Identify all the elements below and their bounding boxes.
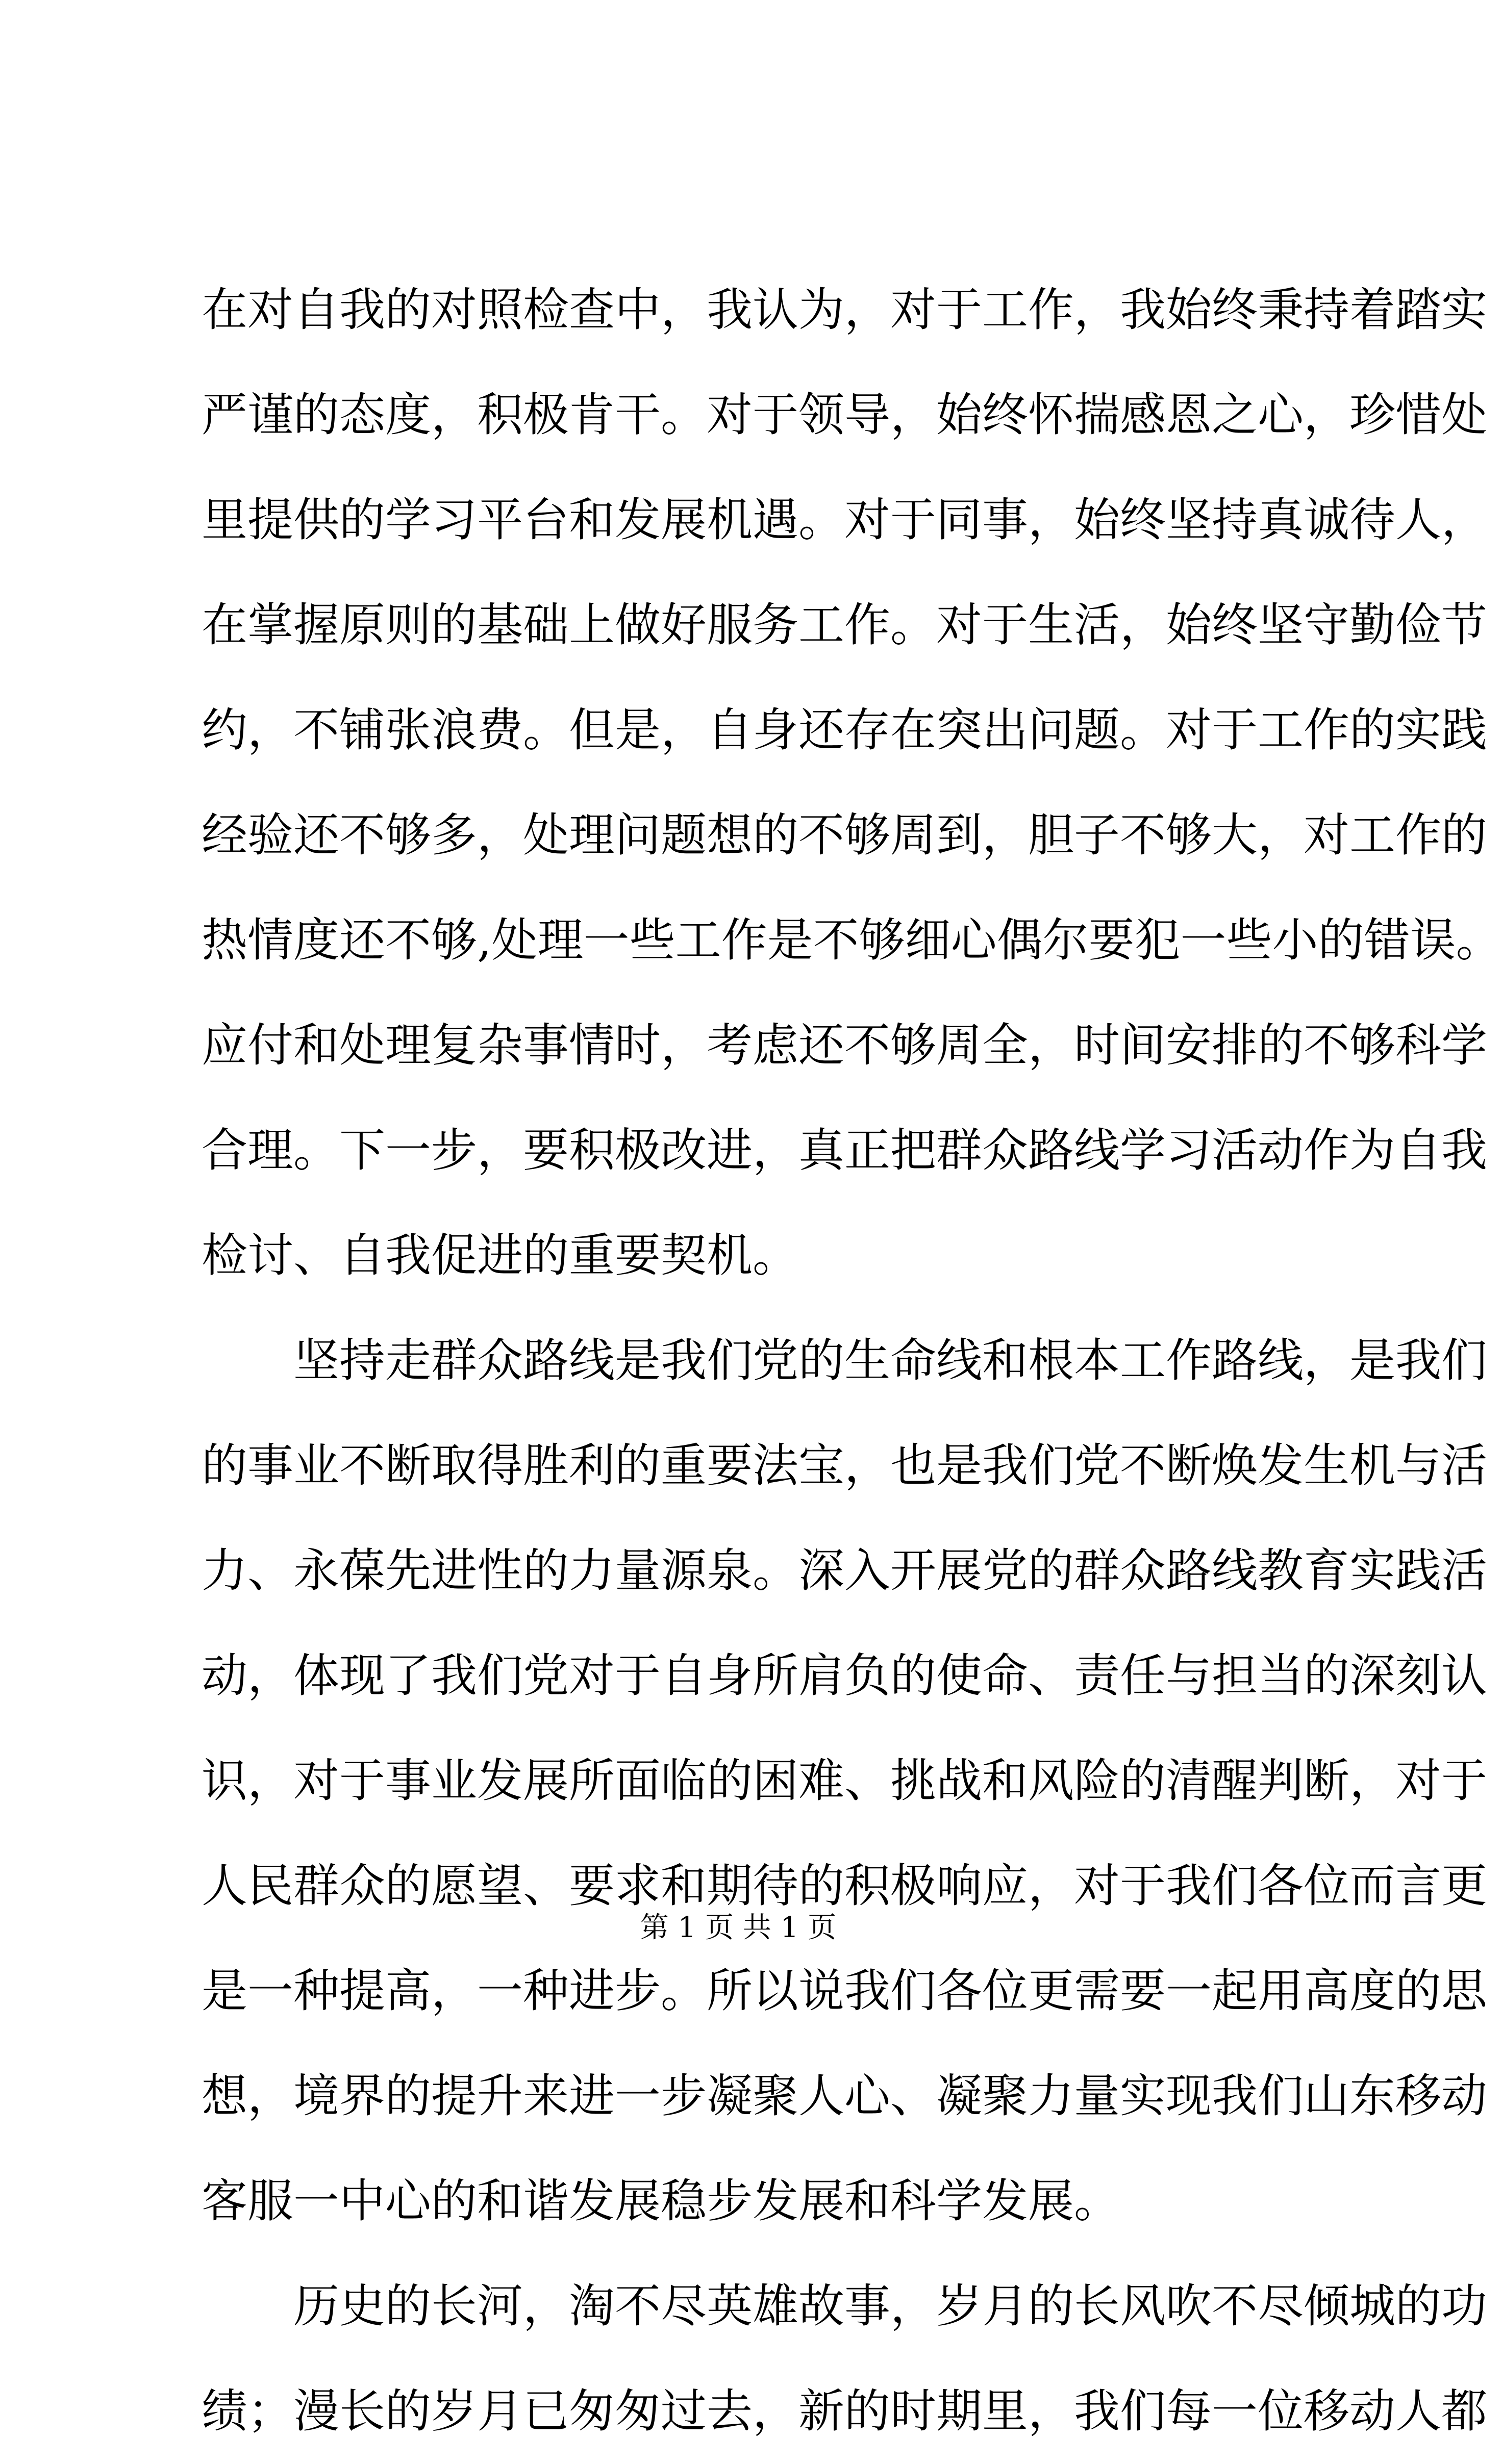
text-line: 检讨、自我促进的重要契机。 <box>202 1229 798 1282</box>
page-footer <box>0 1908 1476 1948</box>
text-line: 客服一中心的和谐发展稳步发展和科学发展。 <box>202 2174 1120 2228</box>
text-line: 热情度还不够,处理一些工作是不够细心偶尔要犯一些小的错误。 <box>202 913 1502 967</box>
text-line: 约，不铺张浪费。但是，自身还存在突出问题。对于工作的实践 <box>202 703 1487 757</box>
text-line: 人民群众的愿望、要求和期待的积极响应，对于我们各位而言更 <box>202 1859 1487 1913</box>
text-line: 动，体现了我们党对于自身所肩负的使命、责任与担当的深刻认 <box>202 1649 1487 1703</box>
text-line: 是一种提高，一种进步。所以说我们各位更需要一起用高度的思 <box>202 1964 1487 2018</box>
text-line: 里提供的学习平台和发展机遇。对于同事，始终坚持真诚待人， <box>202 493 1487 547</box>
text-line: 的事业不断取得胜利的重要法宝，也是我们党不断焕发生机与活 <box>202 1439 1487 1492</box>
text-line: 在对自我的对照检查中，我认为，对于工作，我始终秉持着踏实 <box>202 283 1487 337</box>
text-line: 经验还不够多，处理问题想的不够周到，胆子不够大，对工作的 <box>202 808 1487 862</box>
text-line: 在掌握原则的基础上做好服务工作。对于生活，始终坚守勤俭节 <box>202 598 1487 652</box>
text-line: 应付和处理复杂事情时，考虑还不够周全，时间安排的不够科学 <box>202 1019 1487 1072</box>
text-line: 合理。下一步，要积极改进，真正把群众路线学习活动作为自我 <box>202 1124 1487 1177</box>
text-line: 坚持走群众路线是我们党的生命线和根本工作路线，是我们 <box>202 1334 1487 1387</box>
page-number: 第 1 页 共 1 页 <box>640 1911 837 1944</box>
text-line: 绩；漫长的岁月已匆匆过去，新的时期里，我们每一位移动人都 <box>202 2384 1487 2438</box>
text-line: 力、永葆先进性的力量源泉。深入开展党的群众路线教育实践活 <box>202 1544 1487 1597</box>
text-line: 历史的长河，淘不尽英雄故事，岁月的长风吹不尽倾城的功 <box>202 2279 1487 2333</box>
text-line: 严谨的态度，积极肯干。对于领导，始终怀揣感恩之心，珍惜处 <box>202 388 1487 442</box>
document-body <box>202 258 1502 2464</box>
text-line: 识，对于事业发展所面临的困难、挑战和风险的清醒判断，对于 <box>202 1754 1487 1808</box>
text-line: 想，境界的提升来进一步凝聚人心、凝聚力量实现我们山东移动 <box>202 2069 1487 2123</box>
